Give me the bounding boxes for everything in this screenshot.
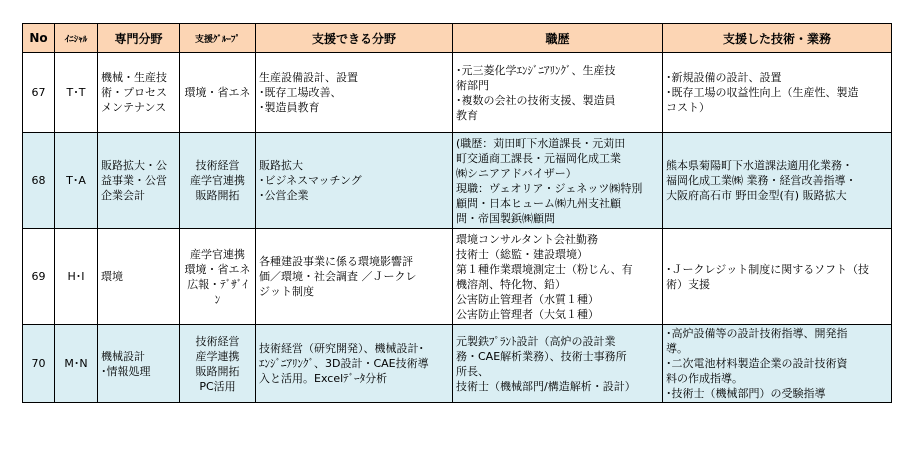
header-group: 支援ｸﾞﾙｰﾌﾟ [180, 24, 256, 53]
cell-specialty-line: 術・プロセス [101, 86, 167, 99]
cell-supported-line: 熊本県菊陽町下水道課法適用化業務・ [666, 159, 853, 172]
cell-fields-line: 入と活用。Excelﾃﾞｰﾀ分析 [259, 372, 388, 385]
cell-fields [256, 229, 453, 325]
cell-career-line: 機溶剤、特化物、鉛） [456, 277, 566, 291]
cell-specialty-line: ･情報処理 [101, 364, 151, 378]
cell-fields-line: ･製造員教育 [259, 101, 320, 114]
table-row [23, 325, 892, 403]
cell-fields-line: 技術経営（研究開発）、機械設計･ [259, 342, 424, 355]
cell-career-line: 顧問・日本ヒューム㈱九州支社顧 [456, 196, 621, 210]
cell-group [180, 133, 256, 229]
cell-career-line: 現職：ヴェオリア・ジェネッツ㈱特別 [456, 181, 643, 195]
cell-initial: M･N [55, 325, 98, 403]
cell-fields-line: ･ビジネスマッチング [259, 174, 362, 187]
cell-specialty-line: 機械設計 [101, 349, 145, 363]
cell-supported-line: コスト） [666, 101, 710, 114]
cell-initial: T･A [55, 133, 98, 229]
cell-supported [663, 325, 892, 403]
cell-specialty [98, 325, 180, 403]
cell-career-line: 公害防止管理者（大気１種） [456, 307, 599, 321]
cell-specialty [98, 229, 180, 325]
cell-specialty-line: 益事業・公営 [101, 174, 167, 187]
cell-career [453, 133, 663, 229]
cell-specialty-line: 販路拡大・公 [101, 159, 167, 172]
cell-supported-line: ･新規設備の設計、設置 [666, 71, 782, 84]
header-specialty: 専門分野 [98, 24, 180, 53]
cell-fields-line: 販路拡大 [259, 159, 303, 172]
header-no: No [23, 24, 55, 53]
cell-group-line: 産学官連携 [190, 247, 245, 261]
cell-no: 69 [23, 229, 55, 325]
cell-fields-line: ｴﾝｼﾞﾆｱﾘﾝｸﾞ、3D設計・CAE技術導 [259, 357, 429, 370]
cell-career-line: 元製鉄ﾌﾟﾗﾝﾄ設計（高炉の設計業 [456, 334, 616, 348]
cell-career-line: 問・帝国製鋲㈱顧問 [456, 211, 555, 225]
cell-fields-line: 価／環境・社会調査 ／Ｊークレ [259, 270, 417, 283]
cell-supported-line: ･既存工場の収益性向上（生産性、製造 [666, 86, 859, 99]
cell-career-line: ㈱シニアアドバイザー） [456, 166, 577, 180]
header-fields: 支援できる分野 [256, 24, 453, 53]
cell-no: 67 [23, 53, 55, 133]
cell-initial: H･I [55, 229, 98, 325]
cell-career-line: 教育 [456, 108, 478, 122]
cell-specialty [98, 53, 180, 133]
cell-supported [663, 229, 892, 325]
cell-fields-line: 各種建設事業に係る環境影響評 [259, 255, 413, 268]
cell-group-line: 技術経営 [195, 159, 240, 172]
cell-group-line: PC活用 [199, 379, 236, 393]
cell-specialty [98, 133, 180, 229]
header-supported: 支援した技術・業務 [663, 24, 892, 53]
cell-group-line: ﾝ [214, 292, 221, 306]
cell-career-line: ･複数の会社の技術支援、製造員 [456, 93, 616, 107]
cell-fields-line: ･公営企業 [259, 189, 309, 202]
header-row [23, 24, 892, 53]
cell-career-line: 技術士（総監・建設環境） [456, 247, 588, 261]
cell-career-line: 第１種作業環境測定士（粉じん、有 [456, 262, 633, 276]
cell-supported-line: ･技術士（機械部門）の受験指導 [666, 387, 826, 400]
cell-group-line: 技術経営 [195, 334, 240, 348]
cell-supported-line: ･Ｊークレジット制度に関するソフト（技 [666, 262, 870, 276]
cell-supported [663, 53, 892, 133]
table-row [23, 229, 892, 325]
table-body [23, 53, 892, 403]
cell-career [453, 325, 663, 403]
cell-fields [256, 133, 453, 229]
cell-fields-line: ･既存工場改善、 [259, 86, 342, 99]
cell-group-line: 環境・省エネ [184, 262, 251, 276]
cell-no: 70 [23, 325, 55, 403]
cell-group-line: 環境・省エネ [184, 86, 251, 99]
cell-career-line: 技術士（機械部門/構造解析・設計） [456, 379, 636, 393]
cell-group-line: 産学官連携 [190, 174, 245, 187]
cell-specialty-line: 機械・生産技 [101, 71, 167, 84]
cell-career [453, 53, 663, 133]
cell-career-line: (職歴：苅田町下水道課長・元苅田 [456, 136, 626, 150]
cell-initial: T･T [55, 53, 98, 133]
cell-career [453, 229, 663, 325]
cell-group-line: 販路開拓 [195, 364, 240, 378]
cell-fields-line: ジット制度 [259, 285, 314, 298]
cell-no: 68 [23, 133, 55, 229]
cell-group-line: 広報・ﾃﾞｻﾞｲ [187, 277, 248, 291]
table-row [23, 133, 892, 229]
cell-group [180, 229, 256, 325]
cell-supported [663, 133, 892, 229]
cell-fields [256, 53, 453, 133]
cell-supported-line: 福岡化成工業㈱ 業務・経営改善指導・ [666, 174, 857, 187]
cell-specialty-line: 企業会計 [101, 189, 145, 202]
cell-supported-line: 導。 [666, 342, 688, 355]
cell-supported-line: ･二次電池材料製造企業の設計技術資 [666, 357, 848, 370]
cell-career-line: 術部門 [456, 78, 489, 92]
cell-group [180, 325, 256, 403]
cell-career-line: 所長、 [456, 364, 489, 378]
cell-career-line: ･元三菱化学ｴﾝｼﾞﾆｱﾘﾝｸﾞ、生産技 [456, 63, 616, 77]
cell-career-line: 公害防止管理者（水質１種） [456, 292, 599, 306]
cell-career-line: 務・CAE解析業務）、技術士事務所 [456, 349, 627, 363]
cell-group [180, 53, 256, 133]
cell-fields-line: 生産設備設計、設置 [259, 71, 358, 84]
cell-group-line: 産学連携 [195, 349, 240, 363]
cell-supported-line: 大阪府高石市 野田金型(有) 販路拡大 [666, 189, 847, 202]
header-career: 職歴 [453, 24, 663, 53]
cell-group-line: 販路開拓 [195, 189, 240, 202]
advisor-table [22, 23, 892, 403]
cell-fields [256, 325, 453, 403]
cell-specialty-line: 環境 [101, 270, 123, 283]
table-row [23, 53, 892, 133]
cell-career-line: 町交通商工課長・元福岡化成工業 [456, 151, 621, 165]
header-initial: ｲﾆｼｬﾙ [55, 24, 98, 53]
cell-supported-line: 料の作成指導。 [666, 372, 743, 385]
cell-career-line: 環境コンサルタント会社勤務 [456, 232, 599, 246]
cell-supported-line: ･高炉設備等の設計技術指導、開発指 [666, 327, 848, 340]
cell-supported-line: 術）支援 [666, 277, 710, 291]
cell-specialty-line: メンテナンス [101, 101, 167, 114]
